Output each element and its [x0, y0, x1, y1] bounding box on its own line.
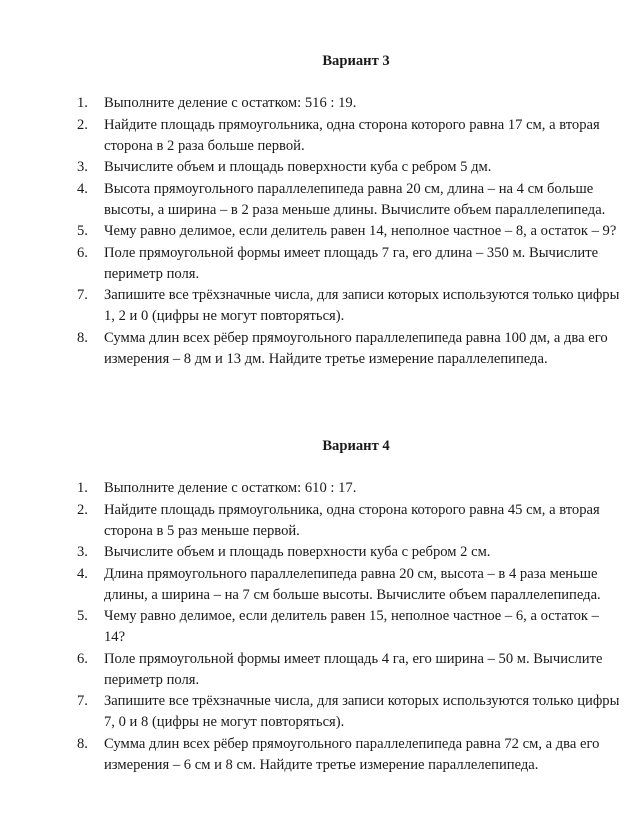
task-item: [0, 606, 640, 648]
task-number: 6.: [77, 650, 88, 667]
task-text: Чему равно делимое, если делитель равен 14, неполное частное – 8, а остаток – 9?: [104, 223, 617, 239]
variant-3-title: Вариант 3: [322, 53, 390, 69]
task-item: [0, 328, 640, 370]
task-text: Найдите площадь прямоугольника, одна сторона которого равна 45 см, а вторая сторона в 5 раз меньше первой.: [104, 501, 600, 539]
task-number: 6.: [77, 244, 88, 261]
task-number: 1.: [77, 95, 88, 111]
task-text: Чему равно делимое, если делитель равен 15, неполное частное – 6, а остаток – 14?: [104, 608, 599, 645]
variant-3-task-list: [0, 93, 640, 370]
task-item: [0, 157, 640, 178]
variant-3-section: [0, 51, 640, 370]
task-number: 3.: [77, 159, 88, 175]
task-text: Длина прямоугольного параллелепипеда равна 20 см, высота – в 4 раза меньше длины, а ширина – на 7 см больше высоты. Вычислите объем параллелепипеда.: [104, 565, 601, 603]
task-text: Запишите все трёхзначные числа, для записи которых используются только цифры 7, 0 и 8 (цифры не могут повторяться).: [104, 693, 620, 730]
task-text: Выполните деление с остатком: 516 : 19.: [104, 95, 357, 111]
task-text: Вычислите объем и площадь поверхности куба с ребром 5 дм.: [104, 159, 492, 175]
task-number: 8.: [77, 735, 88, 752]
variant-4-section: [0, 436, 640, 776]
task-item: [0, 93, 640, 114]
task-text: Сумма длин всех рёбер прямоугольного параллелепипеда равна 100 дм, а два его измерения – 8 дм и 13 дм. Найдите третье измерение параллелепипеда.: [104, 329, 608, 367]
variant-4-title: Вариант 4: [322, 438, 390, 454]
task-number: 2.: [77, 116, 88, 133]
task-item: [0, 542, 640, 563]
task-number: 4.: [77, 180, 88, 197]
task-item: [0, 564, 640, 606]
task-item: [0, 285, 640, 327]
task-text: Поле прямоугольной формы имеет площадь 4 га, его ширина – 50 м. Вычислите периметр поля.: [104, 650, 603, 688]
task-number: 1.: [77, 480, 88, 496]
task-text: Вычислите объем и площадь поверхности куба с ребром 2 см.: [104, 544, 491, 560]
task-text: Найдите площадь прямоугольника, одна сторона которого равна 17 см, а вторая сторона в 2 раза больше первой.: [104, 116, 600, 154]
task-item: [0, 115, 640, 157]
task-item: [0, 691, 640, 733]
task-number: 7.: [77, 287, 88, 303]
task-item: [0, 734, 640, 776]
task-number: 5.: [77, 608, 88, 624]
task-item: [0, 649, 640, 691]
task-number: 4.: [77, 565, 88, 582]
task-number: 3.: [77, 544, 88, 560]
task-text: Высота прямоугольного параллелепипеда равна 20 см, длина – на 4 см больше высоты, а ширина – в 2 раза меньше длины. Вычислите объем параллелепипеда.: [104, 180, 606, 218]
task-text: Поле прямоугольной формы имеет площадь 7 га, его длина – 350 м. Вычислите периметр поля.: [104, 244, 599, 282]
task-number: 7.: [77, 693, 88, 709]
task-item: [0, 221, 640, 242]
variant-4-task-list: [0, 478, 640, 776]
task-item: [0, 243, 640, 285]
task-item: [0, 179, 640, 221]
task-item: [0, 500, 640, 542]
task-number: 5.: [77, 223, 88, 239]
task-number: 8.: [77, 329, 88, 346]
task-text: Сумма длин всех рёбер прямоугольного параллелепипеда равна 72 см, а два его измерения – 6 см и 8 см. Найдите третье измерение параллелепипеда.: [104, 735, 600, 773]
task-number: 2.: [77, 501, 88, 518]
task-item: [0, 478, 640, 499]
task-text: Выполните деление с остатком: 610 : 17.: [104, 480, 357, 496]
task-text: Запишите все трёхзначные числа, для записи которых используются только цифры 1, 2 и 0 (цифры не могут повторяться).: [104, 287, 620, 324]
